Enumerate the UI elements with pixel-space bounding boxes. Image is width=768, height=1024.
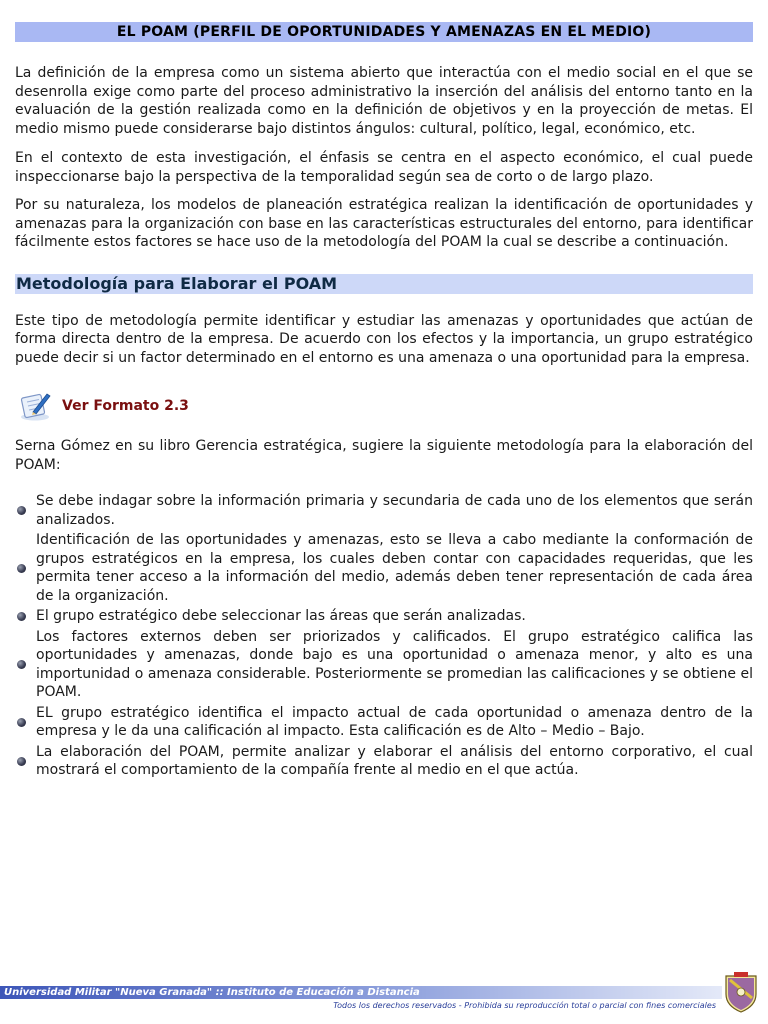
bullet-sphere-icon <box>17 757 26 766</box>
list-item-text: La elaboración del POAM, permite analizar y elaborar el análisis del entorno corporativo, el cual mostrará el comportamiento de la compañía frente al medio en el que actúa. <box>36 743 753 778</box>
footer-bar <box>0 986 722 999</box>
list-item-text: EL grupo estratégico identifica el impacto actual de cada oportunidad o amenaza dentro de la empresa y le da una calificación al impacto. Esta calificación es de Alto – Medio – Bajo. <box>36 704 753 739</box>
page-title: EL POAM (PERFIL DE OPORTUNIDADES Y AMENAZAS EN EL MEDIO) <box>15 22 753 42</box>
section-title: Metodología para Elaborar el POAM <box>15 274 753 294</box>
bullet-sphere-icon <box>17 506 26 515</box>
intro-paragraph-2: En el contexto de esta investigación, el énfasis se centra en el aspecto económico, el cual puede inspeccionarse bajo la perspectiva de la temporalidad según sea de corto o de largo plazo. <box>15 150 753 185</box>
footer-institution: Universidad Militar "Nueva Granada" :: Instituto de Educación a Distancia <box>4 987 420 998</box>
bullet-sphere-icon <box>17 660 26 669</box>
intro-paragraph-1: La definición de la empresa como un sistema abierto que interactúa con el medio social en el que se desenrolla exige como parte del proceso administrativo la inserción del análisis del entorno tanto en la evaluación de la gestión realizada como en la definición de objetivos y en la proyección de metas. El medio mismo puede considerarse bajo distintos ángulos: cultural, político, legal, económico, etc. <box>15 65 753 137</box>
list-item-text: Identificación de las oportunidades y amenazas, esto se lleva a cabo mediante la conformación de grupos estratégicos en la empresa, los cuales deben contar con capacidades requeridas, que les permita tener acceso a la información del medio, además deben tener representación de cada área de la organización. <box>36 532 753 604</box>
list-item <box>15 743 753 780</box>
intro-paragraph-3: Por su naturaleza, los modelos de planeación estratégica realizan la identificación de oportunidades y amenazas para la organización con base en las características estructurales del entorno, para identificar fácilmente estos factores se hace uso de la metodología del POAM la cual se describe a continuación. <box>15 197 753 250</box>
list-item <box>15 607 753 626</box>
document-pen-icon <box>19 390 53 422</box>
footer-rights: Todos los derechos reservados - Prohibida su reproducción total o parcial con fines comerciales <box>333 1001 716 1010</box>
document-page <box>15 22 753 782</box>
ver-formato-label[interactable]: Ver Formato 2.3 <box>62 398 189 414</box>
list-item-text: El grupo estratégico debe seleccionar las áreas que serán analizadas. <box>36 608 526 624</box>
ver-formato-link[interactable] <box>15 387 753 425</box>
bullet-sphere-icon <box>17 564 26 573</box>
list-item <box>15 492 753 529</box>
list-item <box>15 628 753 702</box>
list-item <box>15 531 753 605</box>
bullet-sphere-icon <box>17 718 26 727</box>
university-crest-icon <box>722 970 760 1014</box>
list-item-text: Se debe indagar sobre la información primaria y secundaria de cada uno de los elementos que serán analizados. <box>36 493 753 528</box>
list-item-text: Los factores externos deben ser priorizados y calificados. El grupo estratégico califica las oportunidades y amenazas, donde bajo es una oportunidad o amenaza menor, y alto es una importunidad o amenaza considerable. Posteriormente se promedian las calificaciones y se obtiene el POAM. <box>36 628 753 700</box>
section-paragraph-1: Este tipo de metodología permite identificar y estudiar las amenazas y oportunidades que actúan de forma directa dentro de la empresa. De acuerdo con los efectos y la importancia, un grupo estratégico puede decir si un factor determinado en el entorno es una amenaza o una oportunidad para la empresa. <box>15 312 753 366</box>
list-item <box>15 704 753 741</box>
bullet-sphere-icon <box>17 612 26 621</box>
methodology-list <box>15 492 753 780</box>
section-paragraph-2: Serna Gómez en su libro Gerencia estratégica, sugiere la siguiente metodología para la elaboración del POAM: <box>15 438 753 473</box>
